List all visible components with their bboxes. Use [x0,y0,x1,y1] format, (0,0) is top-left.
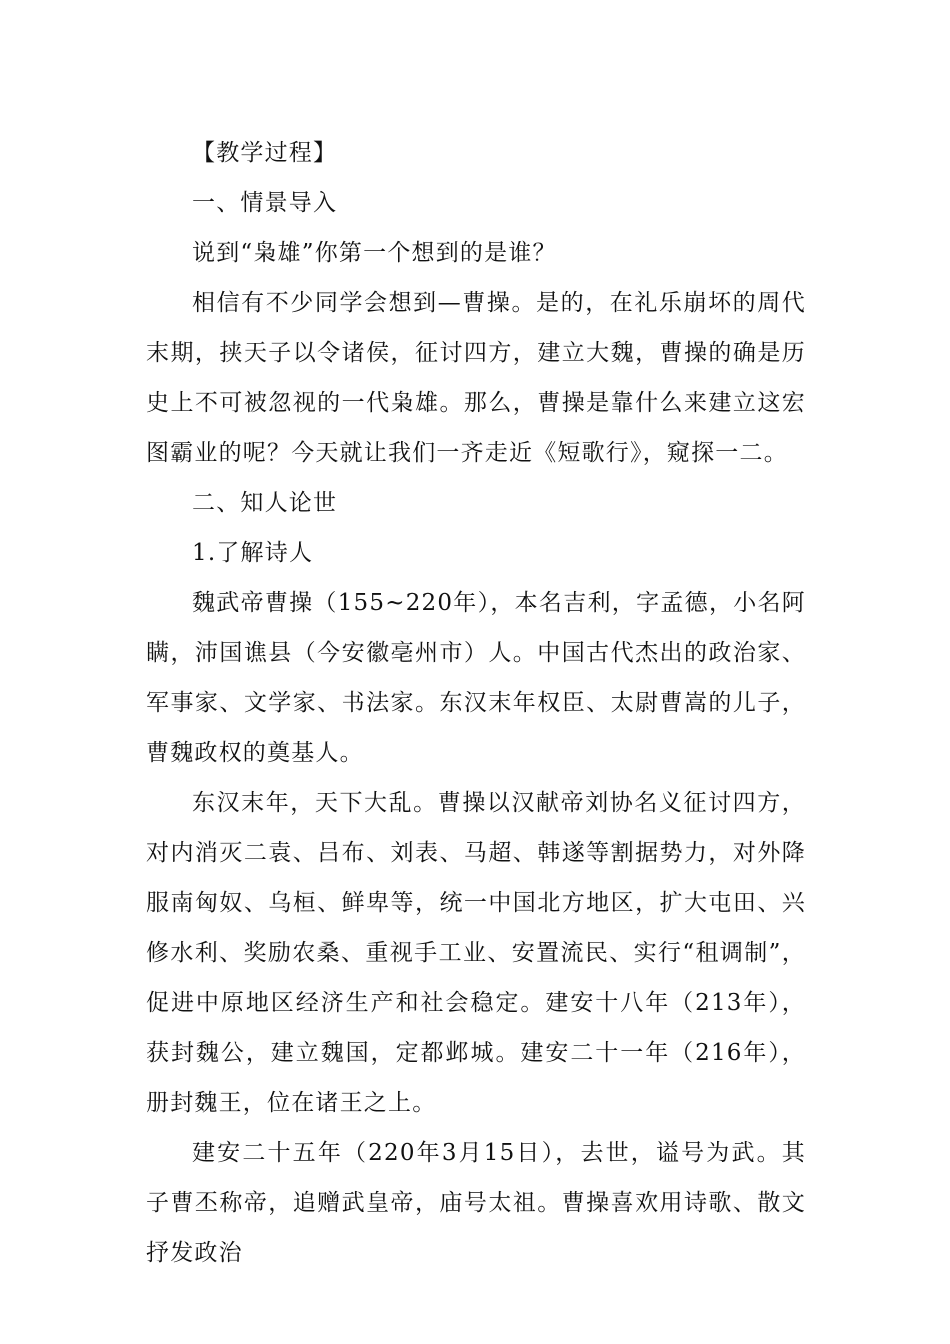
heading-know-the-author: 二、知人论世 [192,490,338,516]
paragraph-history: 东汉末年，天下大乱。曹操以汉献帝刘协名义征讨四方，对内消灭二袁、吕布、刘表、马超、韩遂等割据势力，对外降服南匈奴、乌桓、鲜卑等，统一中国北方地区，扩大屯田、兴修水利、奖励农桑、重视手工业、安置流民、实行“租调制”，促进中原地区经济生产和社会稳定。建安十八年（213年），获封魏公，建立魏国，定都邺城。建安二十一年（216年），册封魏王，位在诸王之上。 [146,790,806,1116]
subheading-about-poet: 1.了解诗人 [192,540,314,566]
paragraph-question: 说到“枭雄”你第一个想到的是谁？ [192,240,557,266]
paragraph-intro-caocao: 相信有不少同学会想到—曹操。是的，在礼乐崩坏的周代末期，挟天子以令诸侯，征讨四方，建立大魏，曹操的确是历史上不可被忽视的一代枭雄。那么，曹操是靠什么来建立这宏图霸业的呢？今天就让我们一齐走近《短歌行》，窥探一二。 [146,290,806,466]
paragraph-death-legacy: 建安二十五年（220年3月15日），去世，谥号为武。其子曹丕称帝，追赠武皇帝，庙号太祖。曹操喜欢用诗歌、散文抒发政治 [146,1140,806,1266]
document-body [146,128,806,1278]
section-title-teaching-process: 【教学过程】 [192,140,338,166]
heading-scenario-intro: 一、情景导入 [192,190,338,216]
paragraph-biography: 魏武帝曹操（155~220年），本名吉利，字孟德，小名阿瞒，沛国谯县（今安徽亳州市）人。中国古代杰出的政治家、军事家、文学家、书法家。东汉末年权臣、太尉曹嵩的儿子，曹魏政权的奠基人。 [146,590,806,766]
